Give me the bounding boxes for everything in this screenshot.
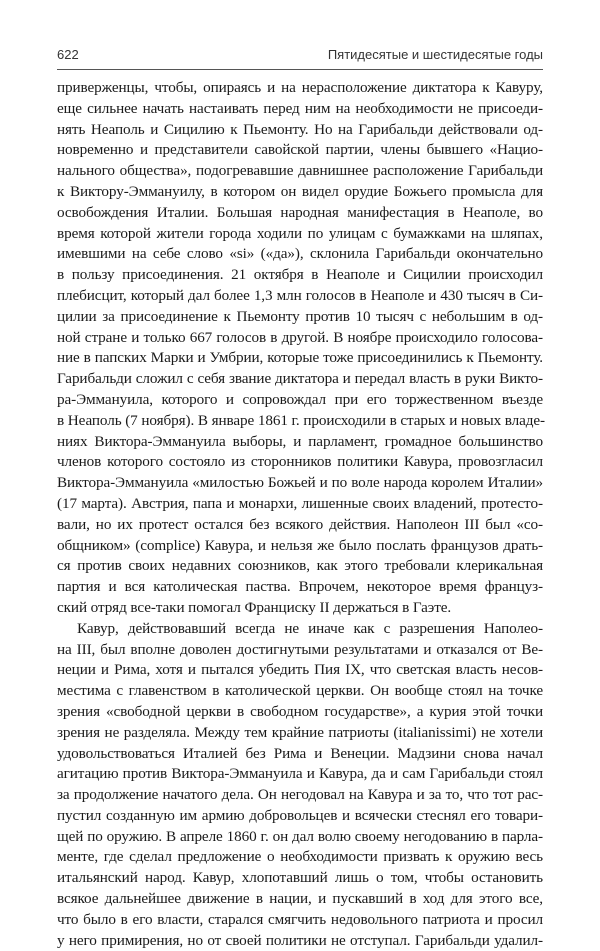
text-line: освобождения Италии. Большая народная манифестация в Неаполе, во — [57, 203, 543, 221]
text-line: (17 марта). Австрия, папа и монархи, лишенные своих владений, протестo- — [57, 494, 543, 512]
text-line: Кавур, действовавший всегда не иначе как с разрешения Наполео- — [77, 619, 543, 637]
text-line: агитацию против Виктора-Эммануила и Кавура, да и сам Гарибальди стоял — [57, 765, 543, 783]
text-line: членов которого состояло из сторонников политики Кавура, провозгласил — [57, 453, 543, 471]
chapter-title: Пятидесятые и шестидесятые годы — [327, 47, 543, 62]
text-line: нять Неаполь и Сицилию к Пьемонту. Но на Гарибальди действовали од- — [57, 120, 543, 138]
text-line: ся против своих недавних союзников, как этого требовали клерикальная — [57, 557, 543, 575]
text-line: общником» (complice) Кавура, и нельзя же было послать французов драть- — [57, 536, 543, 554]
text-line: ра-Эммануила, которого и сопровождал при его торжественном въезде — [57, 390, 543, 408]
text-line: плебисцит, который дал более 1,3 млн голосов в Неаполе и 430 тысяч в Си- — [57, 286, 543, 304]
text-line: цилии за присоединение к Пьемонту против 10 тысяч с небольшим в од- — [57, 307, 543, 325]
text-line: неции и Рима, хотя и пытался убедить Пия IX, что светская власть несов- — [57, 661, 543, 679]
paragraph — [57, 78, 546, 619]
text-line: менте, где сделал предложение о необходимости призвать к оружию весь — [57, 848, 543, 866]
text-line: у него примирения, но от своей политики не отступал. Гарибальди удалил- — [57, 931, 543, 949]
text-line: приверженцы, чтобы, опираясь и на нерасположение диктатора к Кавуру, — [57, 79, 543, 96]
text-line: имевшими на себе слово «si» («да»), склонила Гарибальди окончательно — [57, 245, 543, 263]
paragraph — [57, 619, 543, 951]
text-line: партия и вся католическая паства. Впрочем, некоторое время француз- — [57, 578, 543, 596]
text-line: местима с главенством в католической церкви. Он вообще стоял на точке — [57, 682, 543, 700]
text-line: ной стране и только 667 голосов в другой. В ноябре происходило голосова- — [57, 328, 543, 346]
text-line: ский отряд все-таки помогал Франциску II держаться в Гаэте. — [57, 598, 452, 616]
text-line: пустил созданную им армию добровольцев и всячески стеснял его товари- — [57, 806, 543, 824]
page-number: 622 — [57, 47, 79, 62]
text-line: вали, но их протест остался без всякого действия. Наполеон III был «со- — [57, 515, 543, 533]
text-line: время которой жители города ходили по улицам с бумажками на шляпах, — [57, 224, 543, 242]
text-line: итальянский народ. Кавур, хлопотавший лишь о том, чтобы остановить — [57, 869, 543, 887]
text-line: к Виктору-Эммануилу, в котором он видел орудие Божьего промысла для — [57, 182, 543, 200]
text-line: в Неаполь (7 ноября). В январе 1861 г. происходили в старых и новых владе- — [57, 411, 546, 429]
body-text — [57, 78, 546, 951]
text-line: ние в папских Марки и Умбрии, которые тоже присоединились к Пьемонту. — [57, 349, 543, 367]
text-line: щей по оружию. В апреле 1860 г. он дал волю своему негодованию в парла- — [57, 827, 543, 845]
running-head — [57, 47, 543, 67]
text-line: всякое дальнейшее движение в нации, и пускавший в ход для этого все, — [57, 890, 543, 908]
text-line: ниях Виктора-Эммануила выборы, и парламент, громадное большинство — [57, 432, 543, 450]
text-line: удовольствоваться Италией без Рима и Венеции. Мадзини снова начал — [57, 744, 543, 762]
text-line: в пользу присоединения. 21 октября в Неаполе и Сицилии происходил — [57, 266, 543, 284]
text-line: еще сильнее начать настаивать перед ним на необходимости не присоеди- — [57, 99, 543, 117]
text-line: на III, был вполне доволен достигнутыми результатами и отказался от Ве- — [57, 640, 543, 658]
text-line: за продолжение начатого дела. Он негодовал на Кавура и за то, что тот рас- — [57, 786, 543, 804]
text-line: Виктора-Эммануила «милостью Божьей и по воле народа королем Италии» — [57, 474, 543, 492]
text-line: зрения не разделяла. Между тем крайние патриоты (italianissimi) не хотели — [57, 723, 543, 741]
text-line: Гарибальди сложил с себя звание диктатора и передал власть в руки Викто- — [57, 370, 543, 388]
text-line: зрения «свободной церкви в свободном государстве», а курия этой точки — [57, 702, 543, 720]
text-line: что было в его власти, старался смягчить недовольного патриота и просил — [57, 910, 543, 928]
header-divider — [57, 69, 543, 70]
text-line: нального общества», подогревавшие давнишнее расположение Гарибальди — [57, 162, 543, 180]
text-line: новременно и представители савойской партии, члены бывшего «Нацио- — [57, 141, 543, 159]
